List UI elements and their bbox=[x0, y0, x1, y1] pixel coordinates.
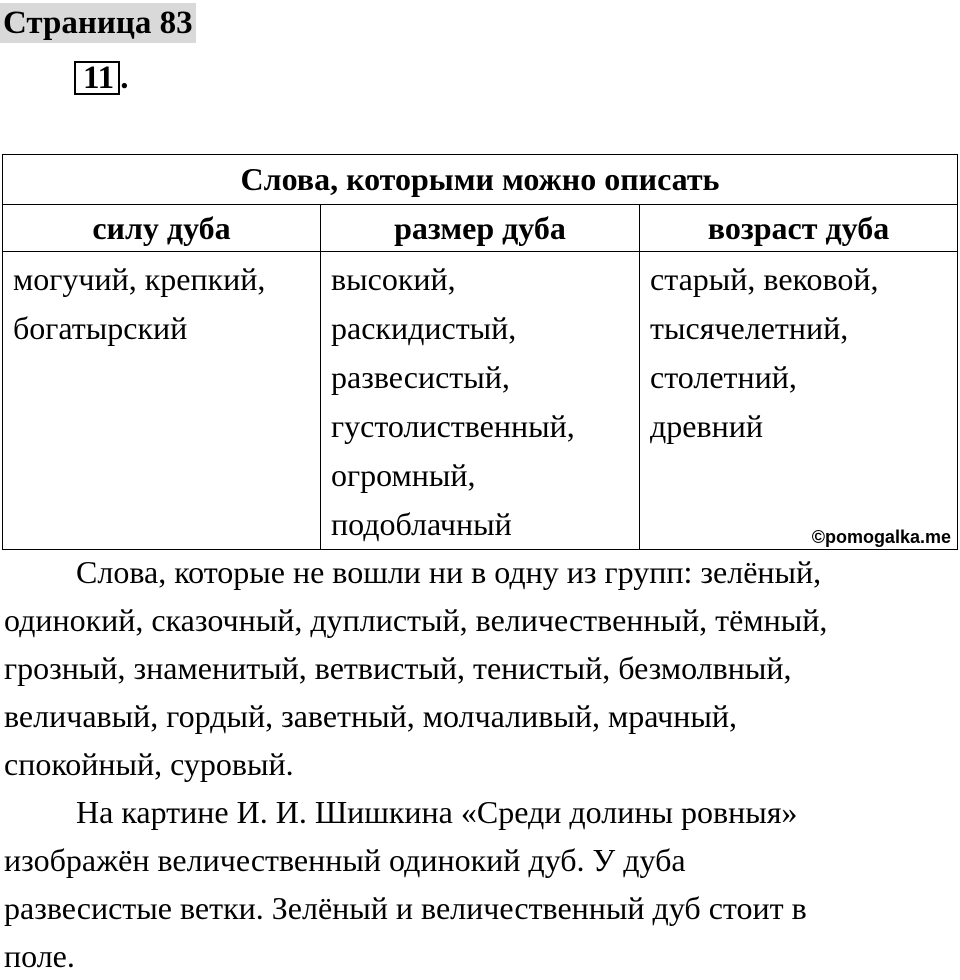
cell-line: богатырский bbox=[13, 310, 188, 346]
text-line: Слова, которые не вошли ни в одну из групп: зелёный, bbox=[76, 554, 822, 590]
cell-line: древний bbox=[650, 408, 763, 444]
cell-line: подоблачный bbox=[331, 506, 512, 542]
cell-line: огромный, bbox=[331, 457, 476, 493]
table-header-row bbox=[3, 205, 958, 252]
cell-strength bbox=[3, 252, 321, 550]
table-row bbox=[3, 252, 958, 550]
column-header-strength: силу дуба bbox=[3, 205, 321, 252]
text-line: поле. bbox=[4, 938, 75, 974]
cell-line: старый, вековой, bbox=[650, 261, 879, 297]
text-line: На картине И. И. Шишкина «Среди долины ровныя» bbox=[76, 794, 798, 830]
text-line: развесистые ветки. Зелёный и величественный дуб стоит в bbox=[4, 890, 807, 926]
text-line: спокойный, суровый. bbox=[4, 746, 294, 782]
cell-age bbox=[640, 252, 958, 550]
paragraph bbox=[4, 548, 958, 788]
cell-line: развесистый, bbox=[331, 359, 510, 395]
cell-line: раскидистый, bbox=[331, 310, 517, 346]
column-header-size: размер дуба bbox=[321, 205, 640, 252]
cell-size bbox=[321, 252, 640, 550]
text-line: одинокий, сказочный, дуплистый, величественный, тёмный, bbox=[4, 602, 828, 638]
text-line: грозный, знаменитый, ветвистый, тенистый, безмолвный, bbox=[4, 650, 792, 686]
exercise-number bbox=[74, 61, 128, 95]
answer-text bbox=[4, 548, 958, 980]
paragraph bbox=[4, 788, 958, 980]
column-header-age: возраст дуба bbox=[640, 205, 958, 252]
text-line: изображён величественный одинокий дуб. У дуба bbox=[4, 842, 686, 878]
exercise-number-suffix: . bbox=[120, 60, 129, 96]
cell-line: тысячелетний, bbox=[650, 310, 849, 346]
page-title: Страница 83 bbox=[3, 5, 193, 41]
table-caption-row bbox=[3, 155, 958, 205]
page-header bbox=[0, 3, 196, 43]
cell-line: высокий, bbox=[331, 261, 456, 297]
cell-line: могучий, крепкий, bbox=[13, 261, 266, 297]
cell-line: столетний, bbox=[650, 359, 797, 395]
cell-line: густолиственный, bbox=[331, 408, 575, 444]
words-table bbox=[2, 154, 958, 550]
exercise-number-box: 11 bbox=[74, 61, 120, 95]
text-line: величавый, гордый, заветный, молчаливый, мрачный, bbox=[4, 698, 737, 734]
table-caption: Слова, которыми можно описать bbox=[3, 155, 958, 205]
watermark: ©pomogalka.me bbox=[811, 527, 951, 547]
